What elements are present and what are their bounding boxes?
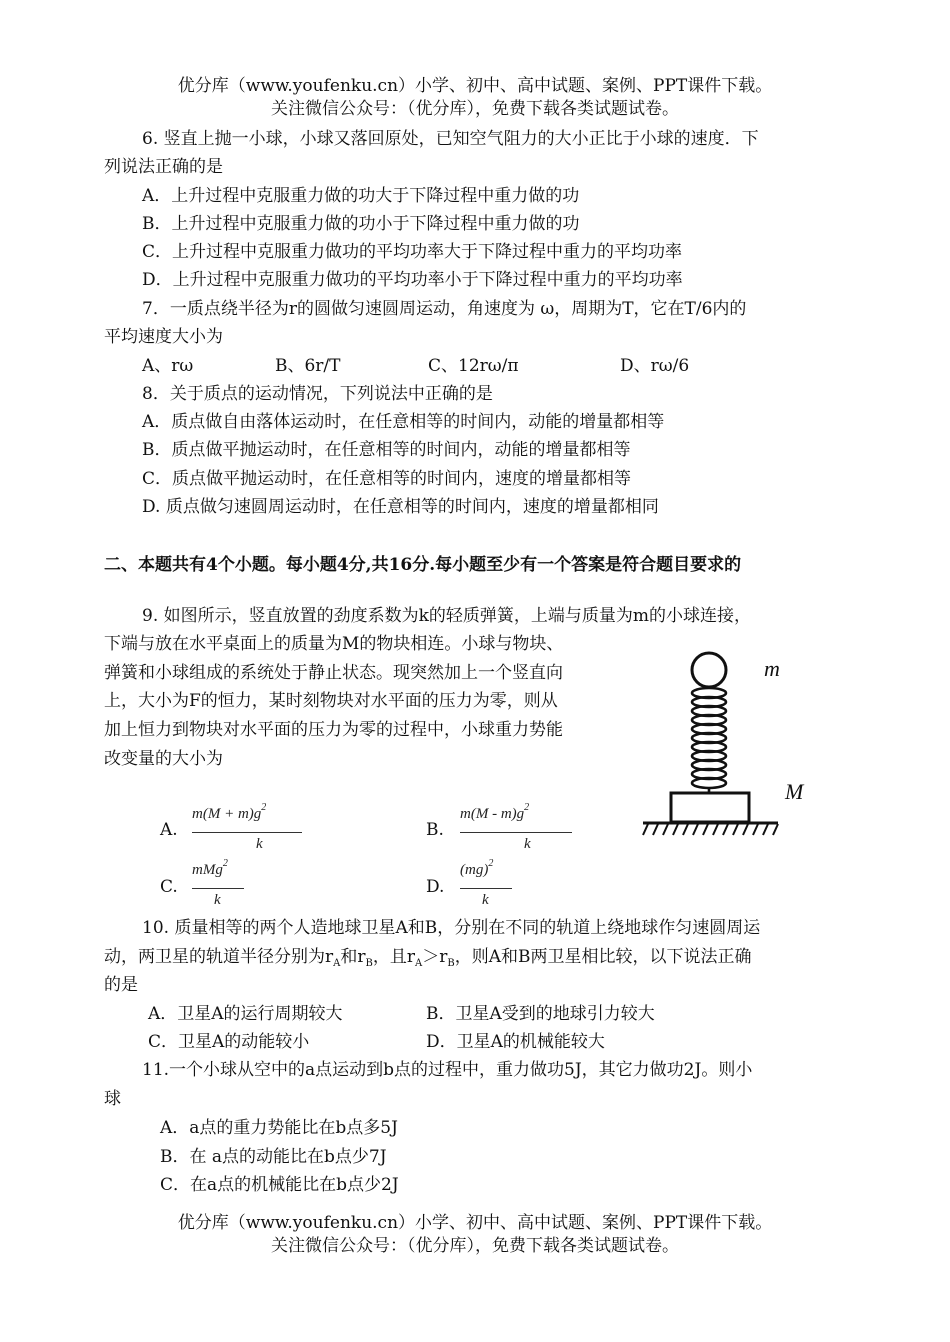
q9-option-d-denominator: k <box>482 892 489 908</box>
q10-option-a: A．卫星A的运行周期较大 <box>148 1004 343 1024</box>
ground-hatching <box>643 824 778 835</box>
q9-line-3: 弹簧和小球组成的系统处于静止状态。现突然加上一个竖直向 <box>104 663 563 683</box>
spring-coils <box>692 688 726 793</box>
q9-option-d-label: D. <box>426 877 445 897</box>
q7-stem-line-1: 7．一质点绕半径为r的圆做匀速圆周运动，角速度为 ω，周期为T，它在T/6内的 <box>142 299 747 319</box>
ball-circle <box>692 653 726 687</box>
q9-option-c-label: C. <box>160 877 178 897</box>
q11-line-2: 球 <box>104 1089 121 1109</box>
q10-line-3: 的是 <box>104 975 138 995</box>
footer-line-1: 优分库（www.youfenku.cn）小学、初中、高中试题、案例、PPT课件下载。 <box>177 1213 773 1233</box>
q7-option-b: B、6r/T <box>275 356 341 376</box>
q10-line-1: 10. 质量相等的两个人造地球卫星A和B，分别在不同的轨道上绕地球作匀速圆周运 <box>142 918 761 938</box>
q6-option-b: B．上升过程中克服重力做的功小于下降过程中重力做的功 <box>142 214 580 234</box>
q9-option-a-label: A. <box>160 820 178 840</box>
q8-option-d: D. 质点做匀速圆周运动时，在任意相等的时间内，速度的增量都相同 <box>142 497 659 517</box>
q10-line-2: 动，两卫星的轨道半径分别为$r_A$和$r_B$，且$r_A>r_B$，则A和B两卫星相比较，以下说法正确 <box>104 947 752 969</box>
q9-line-1: 9. 如图所示，竖直放置的劲度系数为k的轻质弹簧，上端与质量为m的小球连接， <box>142 606 752 626</box>
q8-option-b: B．质点做平抛运动时，在任意相等的时间内，动能的增量都相等 <box>142 440 631 460</box>
q9-option-b-denominator: k <box>524 836 531 852</box>
section-2-heading: 二、本题共有4个小题。每小题4分,共16分.每小题至少有一个答案是符合题目要求的 <box>104 555 742 575</box>
q9-option-a-numerator: $m(M + m)g^2$ <box>192 802 267 822</box>
q10-option-d: D．卫星A的机械能较大 <box>426 1032 605 1052</box>
q10-option-b: B．卫星A受到的地球引力较大 <box>426 1004 655 1024</box>
q7-option-a: A、rω <box>142 356 194 376</box>
q9-option-b-numerator: $m(M - m)g^2$ <box>460 802 530 822</box>
q9-option-c-numerator: mMg$^2$ <box>192 858 228 878</box>
q6-option-a: A．上升过程中克服重力做的功大于下降过程中重力做的功 <box>142 186 580 206</box>
q7-stem-line-2: 平均速度大小为 <box>104 327 223 347</box>
q11-option-c: C．在a点的机械能比在b点少2J <box>160 1175 399 1195</box>
q9-option-a-denominator: k <box>256 836 263 852</box>
header-line-2: 关注微信公众号：（优分库），免费下载各类试题试卷。 <box>271 99 679 119</box>
block-label: M <box>785 779 804 804</box>
q8-option-a: A．质点做自由落体运动时，在任意相等的时间内，动能的增量都相等 <box>142 412 665 432</box>
q9-line-4: 上，大小为F的恒力，某时刻物块对水平面的压力为零，则从 <box>104 691 558 711</box>
spring-figure <box>640 645 830 845</box>
q11-option-a: A．a点的重力势能比在b点多5J <box>160 1118 398 1138</box>
header-line-1: 优分库（www.youfenku.cn）小学、初中、高中试题、案例、PPT课件下载。 <box>177 76 773 96</box>
q6-option-d: D．上升过程中克服重力做功的平均功率小于下降过程中重力的平均功率 <box>142 270 683 290</box>
footer-line-2: 关注微信公众号：（优分库），免费下载各类试题试卷。 <box>271 1236 679 1256</box>
q10-option-c: C．卫星A的动能较小 <box>148 1032 310 1052</box>
q11-line-1: 11.一个小球从空中的a点运动到b点的过程中，重力做功5J，其它力做功2J。则小 <box>142 1060 753 1080</box>
q8-option-c: C．质点做平抛运动时，在任意相等的时间内，速度的增量都相等 <box>142 469 632 489</box>
q9-option-b-label: B. <box>426 820 444 840</box>
q11-option-b: B．在 a点的动能比在b点少7J <box>160 1147 387 1167</box>
block-rect <box>671 793 749 822</box>
q8-stem: 8．关于质点的运动情况，下列说法中正确的是 <box>142 384 493 404</box>
q6-option-c: C．上升过程中克服重力做功的平均功率大于下降过程中重力的平均功率 <box>142 242 683 262</box>
q6-stem-line-2: 列说法正确的是 <box>104 157 223 177</box>
q6-stem-line-1: 6. 竖直上抛一小球，小球又落回原处，已知空气阻力的大小正比于小球的速度．下 <box>142 129 759 149</box>
q9-line-6: 改变量的大小为 <box>104 749 223 769</box>
q7-option-d: D、rω/6 <box>620 356 690 376</box>
q9-option-c-denominator: k <box>214 892 221 908</box>
ball-label: m <box>764 656 780 681</box>
q9-option-d-numerator: (mg)$^2$ <box>460 858 494 878</box>
q7-option-c: C、12rω/π <box>428 356 519 376</box>
q9-line-2: 下端与放在水平桌面上的质量为M的物块相连。小球与物块、 <box>104 634 564 654</box>
q9-line-5: 加上恒力到物块对水平面的压力为零的过程中，小球重力势能 <box>104 720 563 740</box>
